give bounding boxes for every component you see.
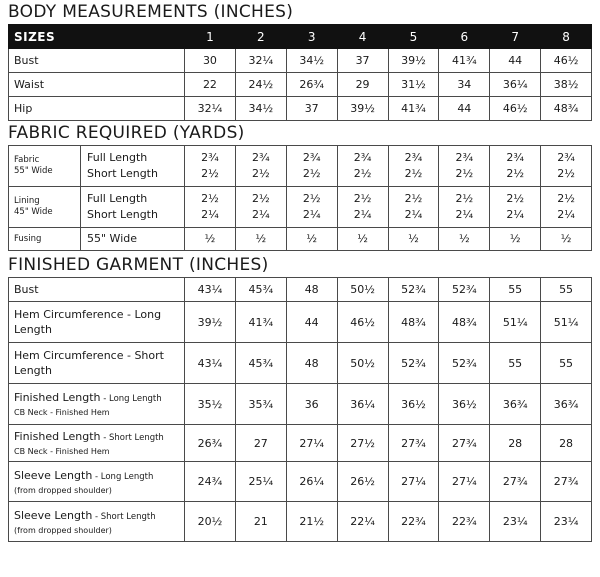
fabric-value-cell (337, 187, 388, 228)
garment-value-cell: 21½ (286, 502, 337, 542)
garment-measure-name: Sleeve Length (14, 508, 93, 522)
fabric-length-label: 55" Wide (87, 232, 137, 245)
garment-value-cell: 51¼ (541, 302, 592, 343)
fabric-value-cell (185, 228, 236, 251)
fabric-value: 2¼ (302, 208, 321, 221)
fabric-value: 2¾ (506, 151, 525, 164)
garment-value-cell: 36¼ (337, 384, 388, 425)
garment-value-cell: 21 (235, 502, 286, 542)
garment-value-cell: 36¾ (490, 384, 541, 425)
garment-row (9, 384, 592, 425)
fabric-type-name: Fusing (14, 233, 42, 244)
fabric-type-name: Lining (14, 196, 40, 206)
garment-value-cell: 26¼ (286, 462, 337, 502)
fabric-type-width: 55" Wide (14, 166, 53, 176)
garment-row (9, 302, 592, 343)
garment-value-cell: 27¾ (490, 462, 541, 502)
garment-value-cell: 36½ (388, 384, 439, 425)
body-value-cell: 39½ (337, 97, 388, 121)
fabric-length-label: Full Length (87, 151, 148, 164)
fabric-value: 2¼ (557, 208, 575, 221)
garment-value-cell: 45¾ (235, 343, 286, 384)
garment-row-label (9, 278, 185, 302)
garment-measure-name: Bust (14, 283, 39, 296)
garment-value-cell: 48 (286, 343, 337, 384)
garment-value-cell: 52¾ (388, 343, 439, 384)
garment-value-cell: 43¼ (185, 278, 236, 302)
body-value-cell: 39½ (388, 49, 439, 73)
garment-value-cell: 36½ (439, 384, 490, 425)
fabric-value-cell (490, 228, 541, 251)
fabric-value: 2¾ (353, 151, 372, 164)
fabric-value: 2¼ (251, 208, 270, 221)
body-value-cell: 26¾ (286, 73, 337, 97)
fabric-value: 2¼ (353, 208, 372, 221)
garment-value-cell: 35¾ (235, 384, 286, 425)
fabric-length-label: Full Length (87, 192, 148, 205)
fabric-value: 2½ (455, 192, 474, 205)
fabric-value-cell (388, 187, 439, 228)
garment-row-label (9, 502, 185, 542)
garment-measure-name: Finished Length (14, 430, 101, 443)
fabric-length-cell (81, 187, 185, 228)
fabric-value-cell (490, 146, 541, 187)
body-value-cell: 44 (490, 49, 541, 73)
body-value-cell: 31½ (388, 73, 439, 97)
body-value-cell: 37 (337, 49, 388, 73)
fabric-value: ½ (255, 232, 267, 245)
garment-value-cell: 25¼ (235, 462, 286, 502)
fabric-value-cell (541, 228, 592, 251)
body-value-cell: 38½ (541, 73, 592, 97)
body-row (9, 97, 592, 121)
body-value-cell: 34 (439, 73, 490, 97)
garment-row (9, 278, 592, 302)
garment-value-cell: 48¾ (439, 302, 490, 343)
garment-value-cell: 55 (490, 343, 541, 384)
fabric-value: ½ (458, 232, 470, 245)
garment-value-cell: 46½ (337, 302, 388, 343)
garment-value-cell: 52¾ (439, 278, 490, 302)
fabric-value: 2½ (455, 167, 474, 180)
garment-value-cell: 27½ (337, 425, 388, 462)
fabric-value: ½ (306, 232, 318, 245)
garment-value-cell: 41¾ (235, 302, 286, 343)
body-value-cell: 44 (439, 97, 490, 121)
garment-measure-variant: - Short Length (100, 433, 164, 443)
body-value-cell: 24½ (235, 73, 286, 97)
fabric-value-cell (388, 228, 439, 251)
garment-value-cell: 50½ (337, 343, 388, 384)
fabric-value: 2½ (557, 192, 575, 205)
body-value-cell: 30 (185, 49, 236, 73)
garment-measure-note: (from dropped shoulder) (14, 525, 112, 535)
fabric-value-cell (439, 228, 490, 251)
garment-measure-name: Finished Length (14, 391, 101, 404)
fabric-value-cell (286, 146, 337, 187)
garment-value-cell: 23¼ (490, 502, 541, 542)
body-value-cell: 37 (286, 97, 337, 121)
fabric-value-cell (541, 146, 592, 187)
garment-row (9, 425, 592, 462)
fabric-required-table (8, 145, 592, 251)
garment-measure-note: CB Neck - Finished Hem (14, 408, 110, 417)
garment-value-cell: 48 (286, 278, 337, 302)
fabric-value: 2½ (506, 167, 525, 180)
fabric-value: 2½ (404, 192, 423, 205)
finished-garment-table (8, 277, 592, 542)
garment-row (9, 462, 592, 502)
body-row-label: Waist (9, 73, 185, 97)
garment-value-cell: 36 (286, 384, 337, 425)
fabric-length-label: Short Length (87, 208, 158, 221)
garment-value-cell: 26½ (337, 462, 388, 502)
garment-value-cell: 27¼ (388, 462, 439, 502)
fabric-value: 2½ (557, 167, 575, 180)
fabric-required-title: FABRIC REQUIRED (YARDS) (8, 123, 245, 143)
fabric-value: 2¾ (557, 151, 575, 164)
garment-row-label (9, 302, 185, 343)
garment-value-cell: 24¾ (185, 462, 236, 502)
size-header: 6 (439, 25, 490, 49)
body-value-cell: 36¼ (490, 73, 541, 97)
fabric-value: 2½ (302, 192, 321, 205)
fabric-value: 2½ (251, 192, 270, 205)
garment-value-cell: 27¾ (439, 425, 490, 462)
fabric-value: 2½ (201, 167, 219, 180)
fabric-length-cell (81, 228, 185, 251)
garment-value-cell: 27¾ (388, 425, 439, 462)
fabric-value: 2¼ (455, 208, 474, 221)
body-value-cell: 41¾ (388, 97, 439, 121)
fabric-value-cell (337, 228, 388, 251)
body-row (9, 49, 592, 73)
fabric-value: 2¾ (251, 151, 270, 164)
fabric-value: 2¼ (201, 208, 219, 221)
garment-value-cell: 45¾ (235, 278, 286, 302)
garment-value-cell: 51¼ (490, 302, 541, 343)
body-measurements-table (8, 24, 592, 121)
fabric-value: 2¾ (302, 151, 321, 164)
fabric-type-width: 45" Wide (14, 207, 53, 217)
fabric-value-cell (388, 146, 439, 187)
body-row-label: Bust (9, 49, 185, 73)
fabric-value: 2¾ (404, 151, 423, 164)
fabric-value: 2½ (353, 167, 372, 180)
garment-value-cell: 27¾ (541, 462, 592, 502)
fabric-value: ½ (509, 232, 521, 245)
garment-measure-variant: - Short Length (92, 511, 156, 522)
fabric-value-cell (439, 146, 490, 187)
fabric-value-cell (337, 146, 388, 187)
garment-measure-name: Hem Circumference - Long Length (14, 308, 162, 336)
garment-value-cell: 27 (235, 425, 286, 462)
fabric-type-name: Fabric (14, 155, 40, 165)
body-measurements-title: BODY MEASUREMENTS (INCHES) (8, 2, 294, 22)
garment-value-cell: 55 (541, 343, 592, 384)
garment-value-cell: 28 (541, 425, 592, 462)
garment-value-cell: 26¾ (185, 425, 236, 462)
garment-measure-name: Sleeve Length (14, 468, 93, 482)
garment-value-cell: 22¾ (439, 502, 490, 542)
fabric-value-cell (185, 146, 236, 187)
fabric-value: 2½ (251, 167, 270, 180)
garment-row-label (9, 343, 185, 384)
garment-value-cell: 48¾ (388, 302, 439, 343)
garment-value-cell: 35½ (185, 384, 236, 425)
garment-value-cell: 20½ (185, 502, 236, 542)
garment-value-cell: 43¼ (185, 343, 236, 384)
size-header: 4 (337, 25, 388, 49)
body-value-cell: 32¼ (235, 49, 286, 73)
fabric-value: 2½ (404, 167, 423, 180)
fabric-value-cell (439, 187, 490, 228)
garment-value-cell: 23¼ (541, 502, 592, 542)
fabric-value-cell (185, 187, 236, 228)
fabric-value: 2½ (506, 192, 525, 205)
fabric-value: 2¼ (506, 208, 525, 221)
garment-value-cell: 22¾ (388, 502, 439, 542)
garment-row-label (9, 462, 185, 502)
size-header: 7 (490, 25, 541, 49)
body-row-label: Hip (9, 97, 185, 121)
fabric-value: 2¾ (455, 151, 474, 164)
fabric-value-cell (490, 187, 541, 228)
garment-measure-note: (from dropped shoulder) (14, 485, 112, 495)
garment-value-cell: 27¼ (286, 425, 337, 462)
garment-value-cell: 22¼ (337, 502, 388, 542)
fabric-type-cell (9, 187, 81, 228)
size-header: 1 (185, 25, 236, 49)
size-header: 2 (235, 25, 286, 49)
body-value-cell: 46½ (541, 49, 592, 73)
body-value-cell: 34½ (286, 49, 337, 73)
fabric-value: ½ (357, 232, 368, 245)
garment-measure-name: Hem Circumference - Short Length (14, 349, 164, 377)
fabric-value: ½ (560, 232, 572, 245)
garment-value-cell: 55 (541, 278, 592, 302)
garment-value-cell: 39½ (185, 302, 236, 343)
fabric-value-cell (235, 146, 286, 187)
fabric-value-cell (286, 187, 337, 228)
fabric-length-label: Short Length (87, 167, 158, 180)
body-value-cell: 34½ (235, 97, 286, 121)
fabric-value: ½ (204, 232, 216, 245)
fabric-value-cell (235, 228, 286, 251)
body-value-cell: 22 (185, 73, 236, 97)
garment-value-cell: 55 (490, 278, 541, 302)
fabric-type-cell (9, 228, 81, 251)
body-value-cell: 32¼ (185, 97, 236, 121)
fabric-row (9, 187, 592, 228)
fabric-value: 2¾ (201, 151, 219, 164)
fabric-value: 2½ (201, 192, 219, 205)
garment-value-cell: 52¾ (439, 343, 490, 384)
body-value-cell: 48¾ (541, 97, 592, 121)
fabric-row (9, 228, 592, 251)
garment-value-cell: 36¾ (541, 384, 592, 425)
body-value-cell: 29 (337, 73, 388, 97)
size-header: 5 (388, 25, 439, 49)
garment-row-label (9, 384, 185, 425)
fabric-value-cell (235, 187, 286, 228)
garment-value-cell: 44 (286, 302, 337, 343)
body-value-cell: 41¾ (439, 49, 490, 73)
garment-row (9, 343, 592, 384)
size-header: 3 (286, 25, 337, 49)
fabric-value: ½ (408, 232, 419, 245)
fabric-value: 2¼ (404, 208, 423, 221)
size-header: 8 (541, 25, 592, 49)
garment-value-cell: 50½ (337, 278, 388, 302)
sizes-header-label: SIZES (9, 25, 185, 49)
finished-garment-title: FINISHED GARMENT (INCHES) (8, 255, 269, 275)
garment-row-label (9, 425, 185, 462)
body-row (9, 73, 592, 97)
garment-value-cell: 52¾ (388, 278, 439, 302)
body-value-cell: 46½ (490, 97, 541, 121)
garment-value-cell: 28 (490, 425, 541, 462)
fabric-type-cell (9, 146, 81, 187)
fabric-value-cell (286, 228, 337, 251)
garment-measure-variant: - Long Length (92, 471, 154, 482)
garment-row (9, 502, 592, 542)
sizes-header-row (9, 25, 592, 49)
fabric-row (9, 146, 592, 187)
fabric-value-cell (541, 187, 592, 228)
fabric-value: 2½ (353, 192, 372, 205)
garment-measure-variant: - Long Length (100, 394, 162, 404)
fabric-value: 2½ (302, 167, 321, 180)
garment-measure-note: CB Neck - Finished Hem (14, 447, 110, 456)
fabric-length-cell (81, 146, 185, 187)
garment-value-cell: 27¼ (439, 462, 490, 502)
